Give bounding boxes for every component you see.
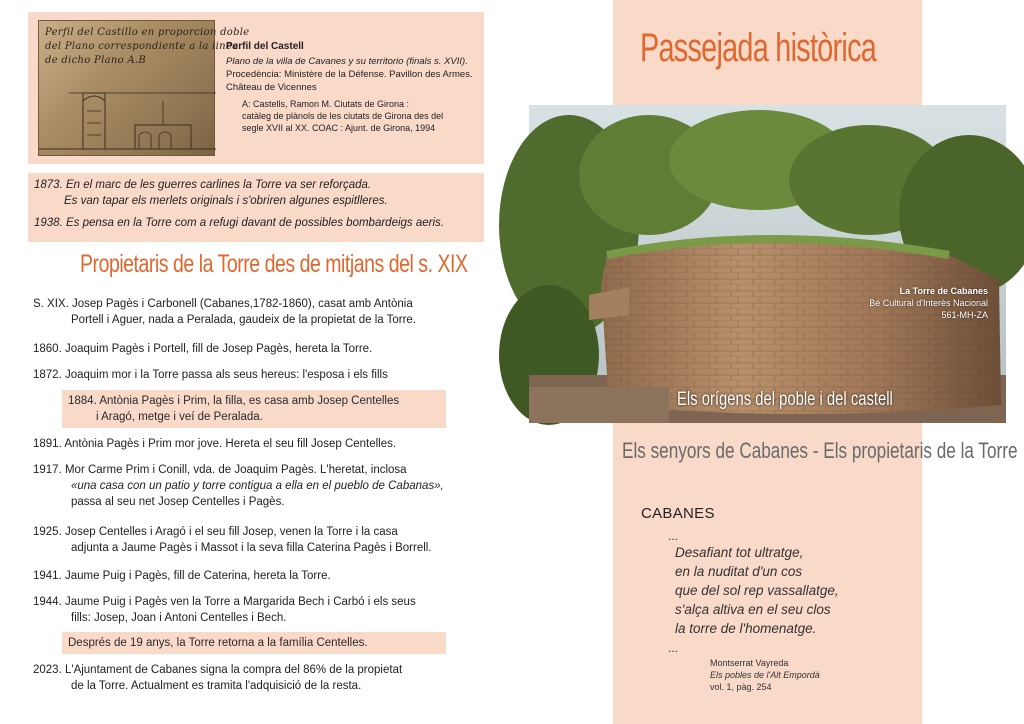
photo-caption-line: Bé Cultural d'Interès Nacional [869,298,988,308]
drawing-handwriting-line: del Plano correspondiente a la linea [45,41,239,52]
entry-line: S. XIX. Josep Pagès i Carbonell (Cabanes,1782-1860), casat amb Antònia [33,298,413,310]
event-line: 1938. Es pensa en la Torre com a refugi davant de possibles bombardeigs aeris. [34,217,444,229]
reference-line: catàleg de plànols de les ciutats de Girona des del [242,111,444,121]
highlight-note [62,390,446,428]
caption-provenance: Procedència: Ministère de la Défense. Pavillon des Armes. [226,69,473,80]
cover-title: Passejada històrica [640,26,877,70]
left-page [0,0,505,724]
poem-volume: vol. 1, pàg. 254 [710,682,772,692]
entry-line: adjunta a Jaume Pagès i Massot i la seva filla Caterina Pagès i Borrell. [71,542,432,554]
list-item [33,341,493,357]
event-item [34,215,478,231]
poem [675,543,839,638]
drawing-handwriting-line: de dicho Plano A.B [45,55,147,66]
entry-line: passa al seu net Josep Centelles i Pagès. [71,496,285,508]
entry-line: 1917. Mor Carme Prim i Conill, vda. de Joaquim Pagès. L'heretat, inclosa [33,464,407,476]
poem-line: s'alça altiva en el seu clos [675,602,831,617]
list-item [33,436,493,452]
photo-caption [869,285,988,321]
events-panel [28,173,484,242]
list-item [33,462,493,510]
event-line: 1873. En el marc de les guerres carlines la Torre va ser reforçada. [34,179,372,191]
poem-line: la torre de l'homenatge. [675,621,817,636]
entry-line: 1872. Joaquim mor i la Torre passa als seus hereus: l'esposa i els fills [33,369,388,381]
photo-caption-title: La Torre de Cabanes [899,286,988,296]
entry-line: 1944. Jaume Puig i Pagès ven la Torre a Margarida Bech i Carbó i els seus [33,596,416,608]
poem-heading: CABANES [641,505,715,522]
entry-line: 1860. Joaquim Pagès i Portell, fill de Josep Pagès, hereta la Torre. [33,343,373,355]
entry-line: de la Torre. Actualment es tramita l'adquisició de la resta. [71,680,362,692]
entry-line: 2023. L'Ajuntament de Cabanes signa la compra del 86% de la propietat [33,664,403,676]
cover-subtitle: Els senyors de Cabanes - Els propietaris de la Torre [622,438,1018,463]
tower-photo [529,105,1006,423]
entry-line: 1941. Jaume Puig i Pagès, fill de Caterina, hereta la Torre. [33,570,331,582]
poem-line: que del sol rep vassallatge, [675,583,839,598]
caption-location: Château de Vicennes [226,82,317,93]
entry-line: 1925. Josep Centelles i Aragó i el seu fill Josep, venen la Torre i la casa [33,526,398,538]
caption-title: Perfil del Castell [226,41,304,52]
highlight-line: i Aragó, metge i veí de Peralada. [96,411,263,423]
poem-line: en la nuditat d'un cos [675,564,803,579]
list-item [33,662,493,694]
poem-line: Desafiant tot ultratge, [675,545,804,560]
highlight-line: 1884. Antònia Pagès i Prim, la filla, es casa amb Josep Centelles [68,395,400,407]
historic-drawing [38,20,250,156]
poem-attribution [710,657,820,693]
reference-line: segle XVII al XX. COAC : Ajunt. de Girona, 1994 [242,123,436,133]
drawing-handwriting-line: Perfil del Castillo en proporcion doble [45,27,250,38]
drawing-caption [226,40,478,134]
poem-ellipsis: ... [668,641,679,655]
caption-panel [28,12,484,164]
poem-author: Montserrat Vayreda [710,658,789,668]
event-line: Es van tapar els merlets originals i s'obriren algunes espitlleres. [64,195,388,207]
poem-book: Els pobles de l'Alt Empordà [710,670,820,680]
list-item [33,367,493,383]
poem-ellipsis: ... [668,529,679,543]
entry-line: fills: Josep, Joan i Antoni Centelles i Bech. [71,612,287,624]
entry-line: Portell i Aguer, nada a Peralada, gaudeix de la propietat de la Torre. [71,314,417,326]
entry-line: «una casa con un patio y torre contigua a ella en el pueblo de Cabanas», [71,480,444,492]
list-item [33,594,493,626]
photo-banner: Els orígens del poble i del castell [677,389,893,410]
event-item [34,177,478,209]
section-title: Propietaris de la Torre des de mitjans del s. XIX [80,250,468,278]
photo-caption-line: 561-MH-ZA [941,310,988,320]
highlight-line: Després de 19 anys, la Torre retorna a la família Centelles. [68,637,368,649]
list-item [33,524,493,556]
entry-line: 1891. Antònia Pagès i Prim mor jove. Hereta el seu fill Josep Centelles. [33,438,397,450]
caption-source: Plano de la villa de Cavanes y su territorio (finals s. XVII). [226,56,468,67]
highlight-note [62,632,446,654]
caption-reference [242,98,478,134]
reference-line: A: Castells, Ramon M. Ciutats de Girona : [242,99,410,109]
list-item [33,296,493,328]
list-item [33,568,493,584]
